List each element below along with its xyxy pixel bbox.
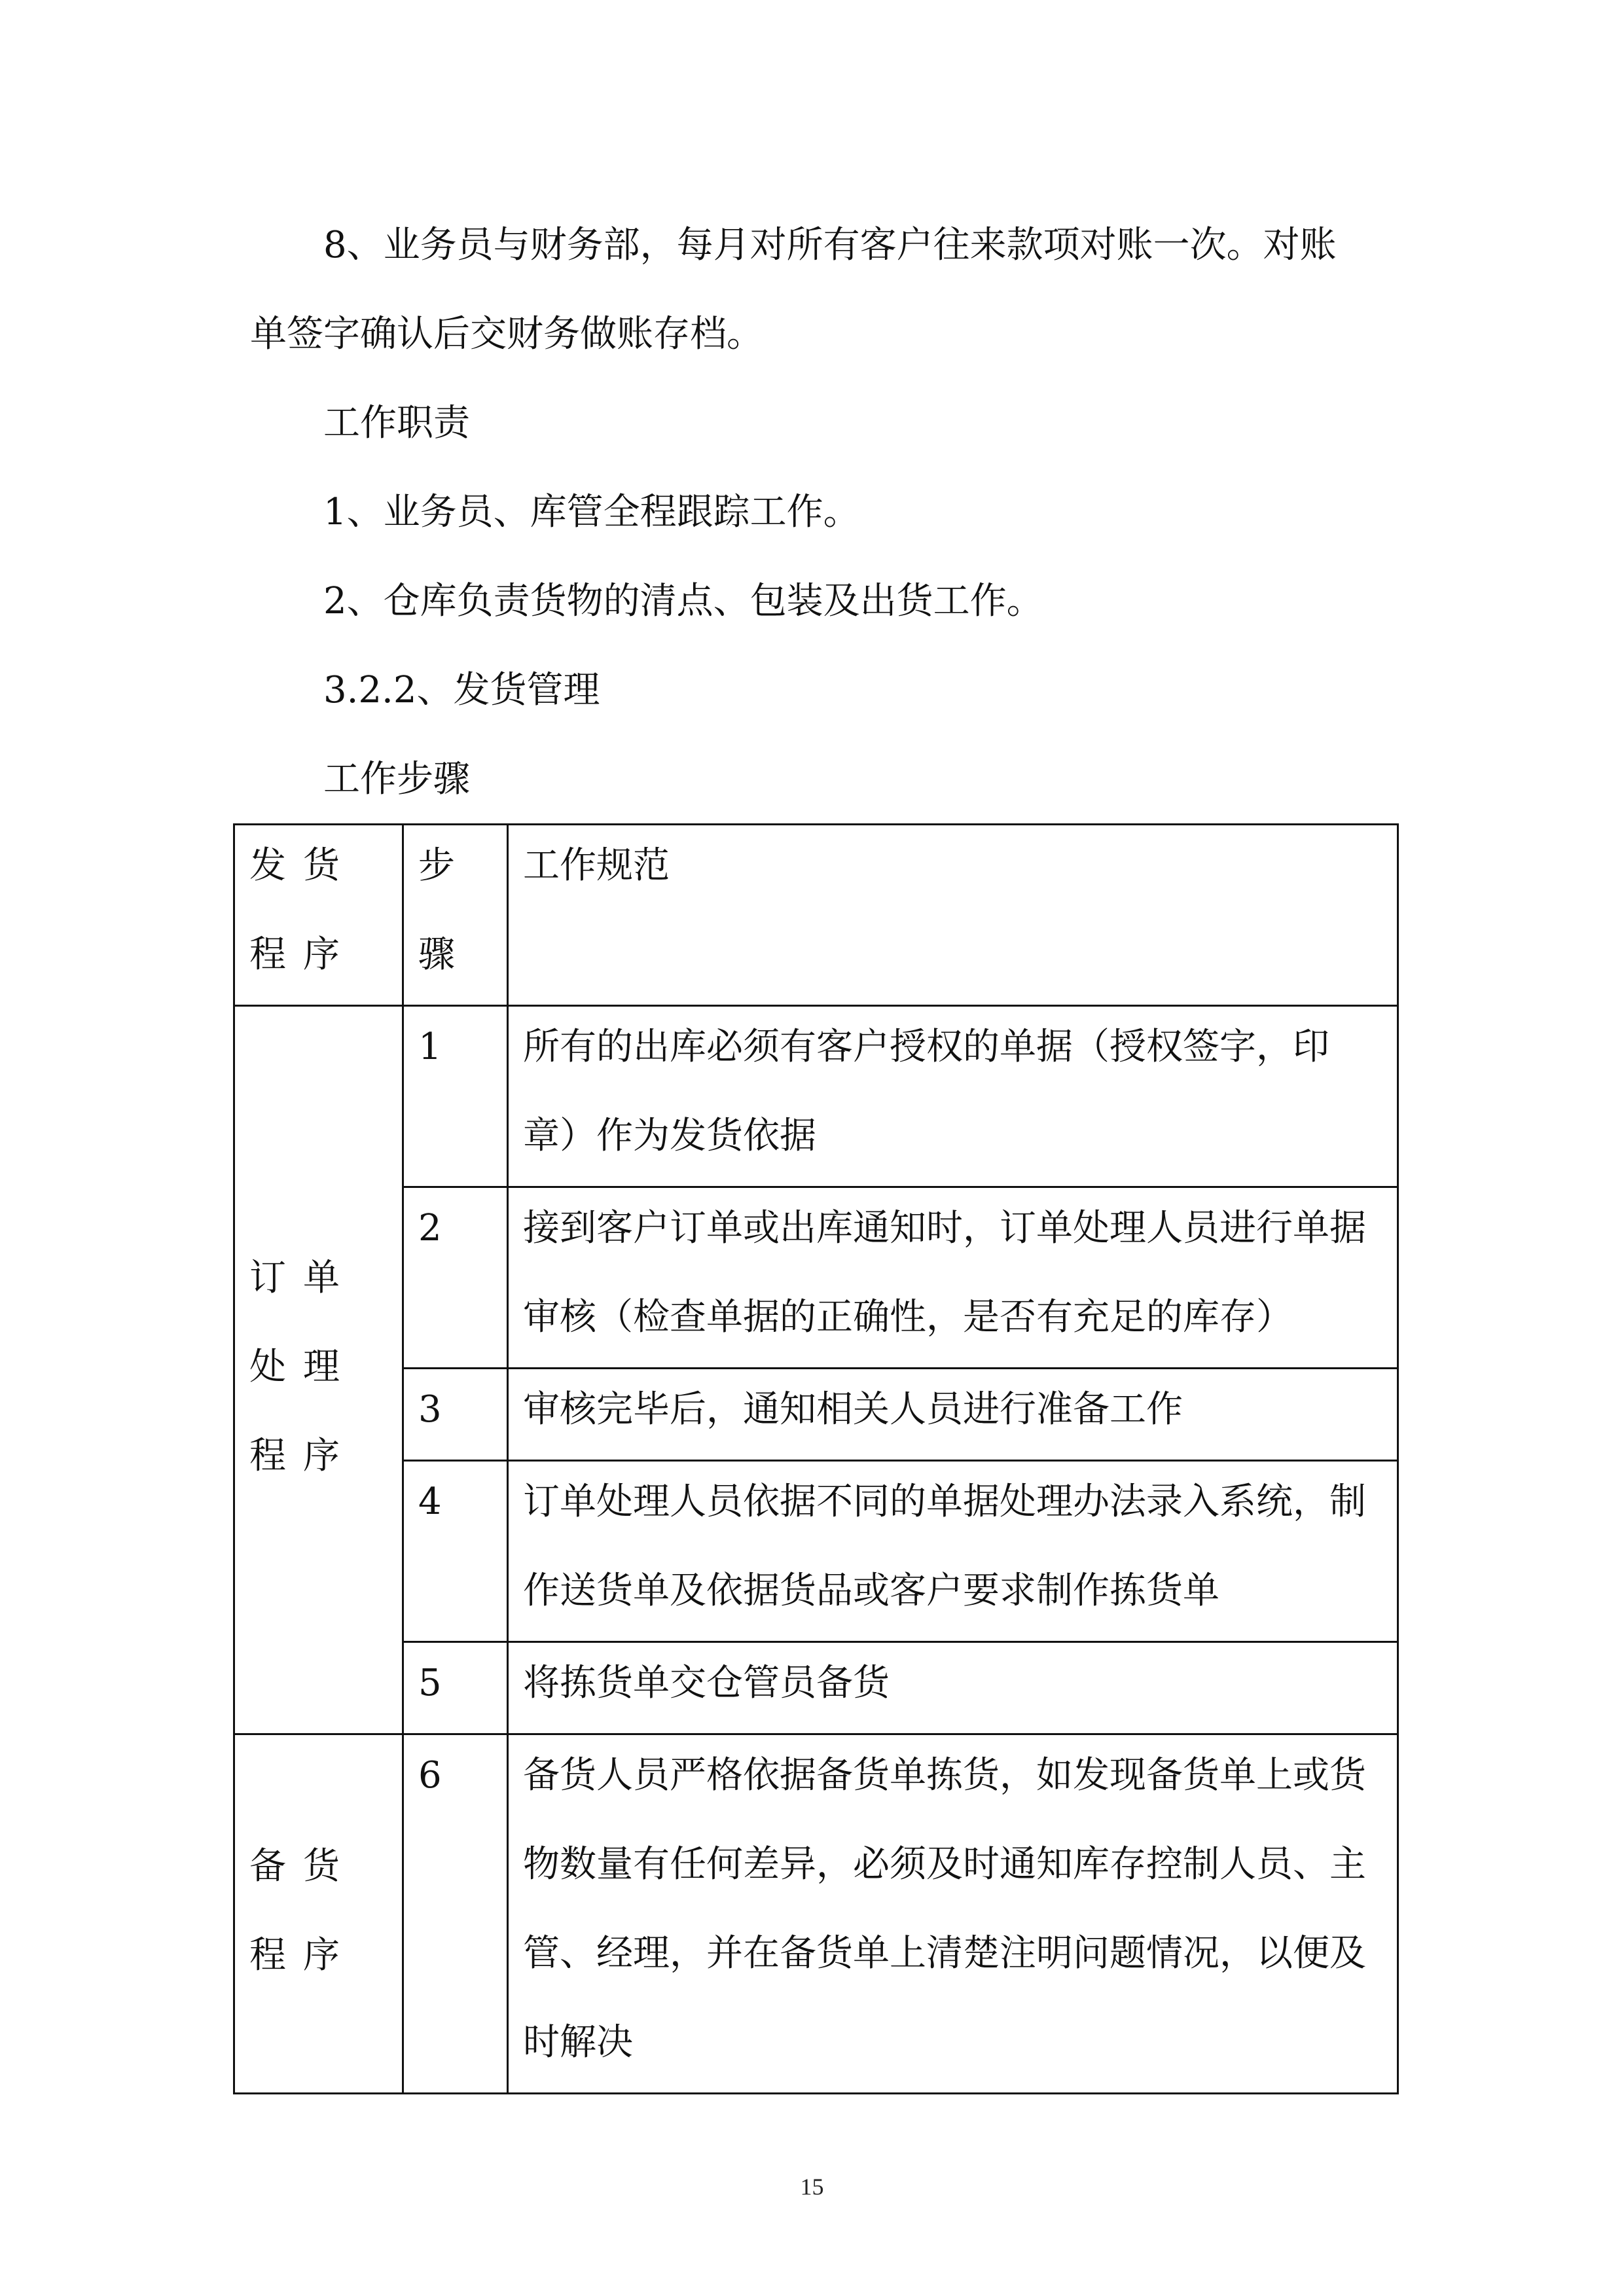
group-stock-preparation: 备货程序	[234, 1734, 403, 2094]
step-spec: 备货人员严格依据备货单拣货，如发现备货单上或货物数量有任何差异，必须及时通知库存控制人员、主管、经理，并在备货单上清楚注明问题情况，以便及时解决	[508, 1734, 1398, 2094]
page-number: 15	[800, 2174, 824, 2200]
table-row	[234, 1734, 1398, 2094]
paragraph-reconciliation-line-2: 单签字确认后交财务做账存档。	[250, 313, 763, 355]
paragraph-reconciliation-line-1: 8、业务员与财务部，每月对所有客户往来款项对账一次。对账	[323, 224, 1337, 266]
step-spec: 订单处理人员依据不同的单据处理办法录入系统，制作送货单及依据货品或客户要求制作拣货单	[508, 1461, 1398, 1642]
work-steps-heading: 工作步骤	[323, 758, 470, 800]
header-spec: 工作规范	[508, 825, 1398, 1006]
header-step: 步骤	[403, 825, 508, 1006]
group-order-processing: 订单处理程序	[234, 1006, 403, 1734]
duty-item-1: 1、业务员、库管全程跟踪工作。	[323, 491, 860, 533]
table-row	[234, 1642, 1398, 1734]
header-procedure: 发货程序	[234, 825, 403, 1006]
step-number: 4	[403, 1461, 508, 1642]
step-number: 2	[403, 1187, 508, 1369]
step-number: 3	[403, 1369, 508, 1461]
step-spec: 将拣货单交仓管员备货	[508, 1642, 1398, 1734]
shipping-section-heading: 3.2.2、发货管理	[323, 669, 600, 711]
table-row	[234, 1369, 1398, 1461]
paragraph-reconciliation	[250, 201, 1389, 379]
step-spec: 审核完毕后，通知相关人员进行准备工作	[508, 1369, 1398, 1461]
step-spec: 接到客户订单或出库通知时，订单处理人员进行单据审核（检查单据的正确性，是否有充足的库存）	[508, 1187, 1398, 1369]
table-row	[234, 1461, 1398, 1642]
step-number: 6	[403, 1734, 508, 2094]
step-spec: 所有的出库必须有客户授权的单据（授权签字，印章）作为发货依据	[508, 1006, 1398, 1187]
step-number: 5	[403, 1642, 508, 1734]
shipping-steps-table	[233, 823, 1399, 2094]
table-header-row	[234, 825, 1398, 1006]
table-row	[234, 1006, 1398, 1187]
table-row	[234, 1187, 1398, 1369]
duty-item-2: 2、仓库负责货物的清点、包装及出货工作。	[323, 580, 1043, 622]
step-number: 1	[403, 1006, 508, 1187]
duties-heading: 工作职责	[323, 402, 470, 444]
